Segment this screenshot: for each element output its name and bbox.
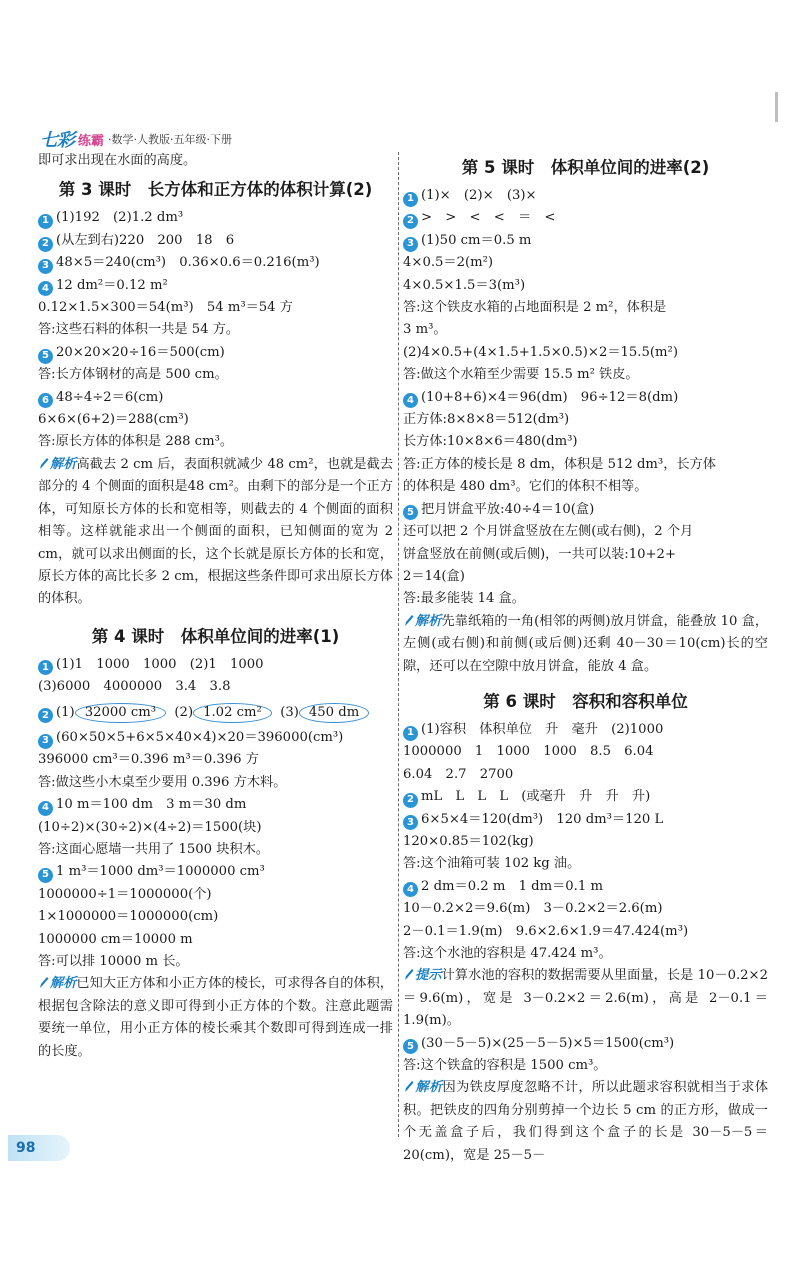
circled-answer: 450 dm — [299, 703, 369, 723]
answer-line: 2 > > < < ＝ < — [403, 207, 768, 229]
pencil-icon — [38, 457, 49, 470]
question-number-badge: 5 — [38, 349, 53, 364]
lesson-3-title: 第 3 课时 长方体和正方体的体积计算(2) — [58, 180, 373, 200]
question-number-badge: 5 — [403, 1039, 418, 1054]
lesson-4-answers-b — [38, 727, 393, 973]
answer-line: (10÷2)×(30÷2)×(4÷2)＝1500(块) — [38, 819, 262, 835]
answer-line: 1 (1)1 1000 1000 (2)1 1000 — [38, 654, 393, 676]
answer-item — [403, 387, 768, 499]
lesson-6-answers-b — [403, 1033, 768, 1078]
answer-line: 396000 cm³＝0.396 m³＝0.396 方 — [38, 752, 259, 768]
right-column — [403, 150, 768, 1167]
hint-text: 计算水池的容积的数据需要从里面量，长是 10－0.2×2＝9.6(m)，宽是 3－0.2×2＝2.6(m)，高是 2－0.1＝1.9(m)。 — [403, 968, 769, 1029]
lesson-4-analysis — [38, 973, 393, 1063]
question-number-badge: 3 — [38, 259, 53, 274]
answer-line: 4×0.5×1.5＝3(m³) — [403, 277, 526, 293]
question-number-badge: 3 — [38, 734, 53, 749]
analysis-tag: 解析 — [415, 1080, 443, 1096]
analysis-text: 已知大正方体和小正方体的棱长，可求得各自的体积，根据包含除法的意义即可得到小正方体的个数。注意此题需要统一单位，用小正方体的棱长乘其个数即可得到连成一排的长度。 — [38, 976, 393, 1059]
answer-item — [38, 252, 393, 274]
lesson-5-title: 第 5 课时 体积单位间的进率(2) — [461, 158, 710, 177]
answer-line: 答:可以排 10000 m 长。 — [38, 954, 189, 969]
answer-item — [38, 387, 393, 454]
circled-answer: 32000 cm³ — [75, 703, 166, 723]
answer-line: 5 1 m³＝1000 dm³＝1000000 cm³ — [38, 861, 393, 883]
answer-line: 答:这个铁皮水箱的占地面积是 2 m²，体积是 — [403, 300, 667, 316]
answer-item — [38, 230, 393, 252]
question-number-badge: 1 — [403, 192, 418, 207]
answer-line: 4×0.5＝2(m²) — [403, 255, 494, 271]
question-number-badge: 5 — [403, 505, 418, 520]
brand-logo-sub: 练霸 — [78, 133, 105, 149]
answer-line: 答:这个铁盒的容积是 1500 cm³。 — [403, 1058, 607, 1074]
answer-line: 0.12×1.5×300＝54(m³) 54 m³＝54 方 — [38, 300, 293, 316]
left-column — [38, 150, 393, 1063]
answer-line: 5 20×20×20÷16＝500(cm) — [38, 342, 393, 364]
answer-line: 答:正方体的棱长是 8 dm，体积是 512 dm³，长方体 — [403, 456, 716, 472]
answer-line: 4 12 dm²＝0.12 m² — [38, 275, 393, 297]
lesson-6-hint — [403, 965, 768, 1032]
answer-line: 2 (从左到右)220 200 18 6 — [38, 230, 393, 252]
answer-line: 10－0.2×2＝9.6(m) 3－0.2×2＝2.6(m) — [403, 901, 663, 917]
column-divider — [398, 152, 399, 1137]
answer-item — [403, 499, 768, 611]
lesson-3-analysis — [38, 454, 393, 611]
answer-item — [38, 794, 393, 861]
answer-item — [403, 786, 768, 808]
answer-line: 1 (1)192 (2)1.2 dm³ — [38, 207, 393, 229]
intro-line: 即可求出现在水面的高度。 — [38, 153, 197, 168]
answer-line: 3 m³。 — [403, 322, 447, 338]
answer-line: 2－0.1＝1.9(m) 9.6×2.6×1.9＝47.424(m³) — [403, 923, 689, 939]
answer-line: 3 6×5×4＝120(dm³) 120 dm³＝120 L — [403, 809, 768, 831]
answer-line: 答:这个油箱可装 102 kg 油。 — [403, 856, 581, 872]
question-number-badge: 4 — [38, 281, 53, 296]
lesson-6-analysis — [403, 1077, 768, 1167]
analysis-tag: 解析 — [50, 456, 77, 472]
answer-item — [38, 275, 393, 342]
question-number-badge: 3 — [403, 815, 418, 830]
lesson-6-title: 第 6 课时 容积和容积单位 — [483, 691, 688, 711]
answer-item — [38, 727, 393, 794]
question-number-badge: 1 — [38, 214, 53, 229]
answer-item — [403, 1033, 768, 1078]
answer-line: 6.04 2.7 2700 — [403, 766, 514, 782]
question-number-badge: 2 — [403, 214, 418, 229]
answer-line: 正方体:8×8×8＝512(dm³) — [403, 412, 570, 428]
question-number-badge: 3 — [403, 237, 418, 252]
answer-line: 2＝14(盒) — [403, 568, 465, 584]
question-number-badge: 2 — [403, 793, 418, 808]
answer-item — [403, 809, 768, 876]
analysis-text: 高截去 2 cm 后，表面积就减少 48 cm²，也就是截去部分的 4 个侧面的面积是48 cm²。由剩下的部分是一个正方体，可知原长方体的长和宽相等，则截去的 4 个侧面的面积相等。这样就能求出一个侧面的面积，已知侧面的宽为 2 cm，就可以求出侧面的长，这个长就是原长方体的长和宽，原长方体的高比长多 2 cm，根据这些条件即可求出原长方体的体积。 — [38, 456, 394, 607]
answer-line: 5 (30－5－5)×(25－5－5)×5＝1500(cm³) — [403, 1033, 768, 1055]
answer-line: 6×6×(6+2)＝288(cm³) — [38, 412, 189, 428]
lesson-3-answers — [38, 207, 393, 453]
analysis-text: 因为铁皮厚度忽略不计，所以此题求容积就相当于求体积。把铁皮的四角分别剪掉一个边长 5 cm 的正方形，做成一个无盖盒子后，我们得到这个盒子的长是 30－5－5＝20(cm)，宽是 25－5－ — [403, 1080, 769, 1163]
answer-line: (2)4×0.5+(4×1.5+1.5×0.5)×2＝15.5(m²) — [403, 344, 678, 360]
answer-line: 长方体:10×8×6＝480(dm³) — [403, 434, 578, 450]
answer-line: 答:最多能装 14 盒。 — [403, 591, 525, 607]
answer-line: 答:原长方体的体积是 288 cm³。 — [38, 434, 234, 450]
answer-line: 1 (1)容积 体积单位 升 毫升 (2)1000 — [403, 719, 768, 741]
page-number: 98 — [8, 1135, 70, 1161]
answer-line: (3)6000 4000000 3.4 3.8 — [38, 679, 231, 695]
answer-line: 1000000÷1＝1000000(个) — [38, 886, 212, 902]
answer-line: 还可以把 2 个月饼盒竖放在左侧(或右侧)，2 个月 — [403, 524, 694, 540]
lesson-4-answers-a — [38, 654, 393, 699]
pencil-icon — [38, 976, 49, 989]
answer-item — [38, 654, 393, 699]
answer-line: 1000000 1 1000 1000 8.5 6.04 — [403, 744, 654, 760]
pencil-icon — [403, 1080, 414, 1093]
lesson-6-answers — [403, 719, 768, 965]
pencil-icon — [403, 614, 414, 627]
lesson-5-analysis — [403, 611, 768, 678]
answer-item — [38, 861, 393, 973]
answer-line: 答:做这些小木桌至少要用 0.396 方木料。 — [38, 774, 287, 790]
question-number-badge: 6 — [38, 393, 53, 408]
answer-item — [38, 207, 393, 229]
lesson-4-title: 第 4 课时 体积单位间的进率(1) — [91, 626, 340, 646]
answer-line: 1×1000000＝1000000(cm) — [38, 909, 219, 925]
question-number-badge: 4 — [403, 882, 418, 897]
answer-item — [403, 230, 768, 387]
analysis-tag: 解析 — [50, 976, 77, 992]
answer-line: 1000000 cm＝10000 m — [38, 931, 193, 947]
answer-line: 6 48÷4÷2＝6(cm) — [38, 387, 393, 409]
answer-line: 的体积是 480 dm³。它们的体积不相等。 — [403, 479, 648, 495]
answer-line: 答:做这个水箱至少需要 15.5 m² 铁皮。 — [403, 367, 639, 383]
analysis-text: 先靠纸箱的一角(相邻的两侧)放月饼盒，能叠放 10 盒，左侧(或右侧)和前侧(或后侧)还剩 40－30＝10(cm)长的空隙，还可以在空隙中放月饼盒，能放 4 盒。 — [403, 613, 769, 674]
answer-item — [403, 876, 768, 966]
circled-answer: 1.02 cm² — [193, 703, 272, 723]
question-number-badge: 5 — [38, 868, 53, 883]
answer-item — [403, 719, 768, 786]
answer-line: 4 2 dm＝0.2 m 1 dm＝0.1 m — [403, 876, 768, 898]
answer-line: 答:这面心愿墙一共用了 1500 块积木。 — [38, 841, 270, 857]
book-subtitle: ·数学·人教版·五年级·下册 — [108, 133, 233, 146]
answer-line: 4 (10+8+6)×4＝96(dm) 96÷12＝8(dm) — [403, 387, 768, 409]
answer-line: 饼盒竖放在前侧(或后侧)，一共可以装:10+2+ — [403, 546, 677, 562]
answer-line: 3 (1)50 cm＝0.5 m — [403, 230, 768, 252]
lesson-5-answers — [403, 185, 768, 611]
answer-line: 答:长方体钢材的高是 500 cm。 — [38, 367, 228, 383]
hint-tag: 提示 — [415, 968, 442, 984]
question-number-badge: 4 — [403, 393, 418, 408]
analysis-tag: 解析 — [415, 613, 442, 629]
answer-line: 5 把月饼盒平放:40÷4＝10(盒) — [403, 499, 768, 521]
question-number-badge: 1 — [403, 726, 418, 741]
answer-line: 3 (60×50×5+6×5×40×4)×20＝396000(cm³) — [38, 727, 393, 749]
page-edge-mark — [775, 92, 778, 122]
lesson-4-q2: 2 (1) 32000 cm³ (2) 1.02 cm² (3) 450 dm — [38, 702, 393, 724]
answer-line: 2 mL L L L (或毫升 升 升 升) — [403, 786, 768, 808]
answer-line: 3 48×5＝240(cm³) 0.36×0.6＝0.216(m³) — [38, 252, 393, 274]
question-number-badge: 1 — [38, 660, 53, 675]
answer-item — [403, 207, 768, 229]
answer-line: 1 (1)× (2)× (3)× — [403, 185, 768, 207]
pencil-icon — [403, 968, 414, 981]
answer-item — [403, 185, 768, 207]
answer-line: 120×0.85＝102(kg) — [403, 833, 534, 849]
question-number-badge: 2 — [38, 708, 53, 723]
answer-line: 4 10 m＝100 dm 3 m＝30 dm — [38, 794, 393, 816]
brand-logo: 七彩 — [40, 130, 74, 151]
question-number-badge: 2 — [38, 237, 53, 252]
book-header — [40, 128, 232, 150]
answer-line: 答:这些石料的体积一共是 54 方。 — [38, 322, 240, 338]
question-number-badge: 4 — [38, 801, 53, 816]
answer-item — [38, 342, 393, 387]
answer-line: 答:这个水池的容积是 47.424 m³。 — [403, 946, 612, 961]
